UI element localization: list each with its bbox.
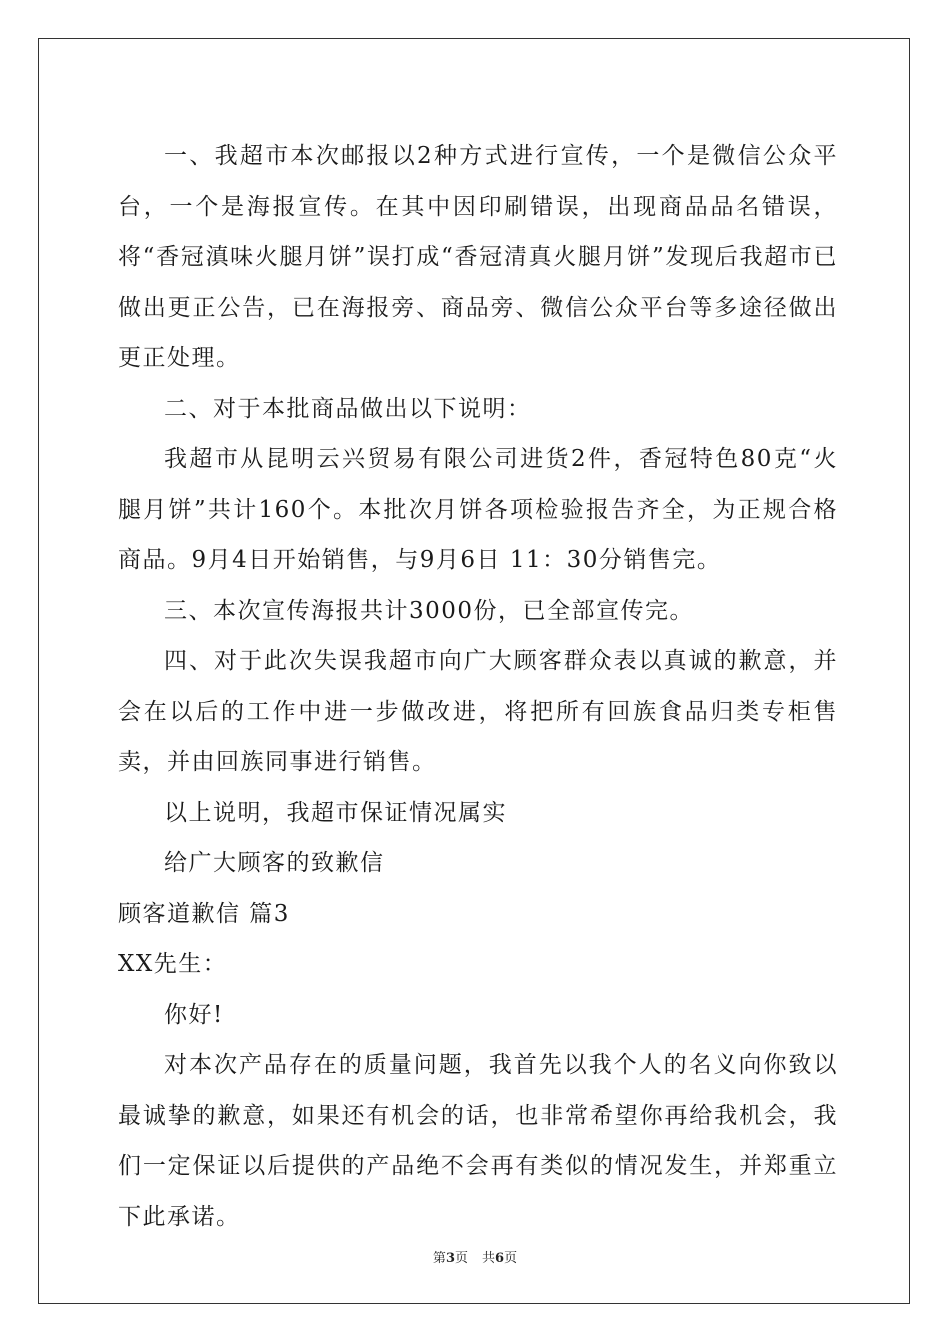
page-total: 6 xyxy=(495,1251,505,1266)
greeting: 你好! xyxy=(164,1001,224,1028)
page-current: 3 xyxy=(445,1251,455,1266)
paragraph-purchase-details: 我超市从昆明云兴贸易有限公司进货2件，香冠特色80克“火腿月饼”共计160个。本批次月饼各项检验报告齐全，为正规合格商品。9月4日开始销售，与9月6日 11：30分销售完。 xyxy=(118,446,838,573)
salutation: XX先生： xyxy=(118,951,228,977)
paragraph-letter-title: 给广大顾客的致歉信 xyxy=(164,850,385,876)
document-body xyxy=(118,131,838,1242)
paragraph-section-2-heading: 二、对于本批商品做出以下说明： xyxy=(164,395,532,422)
paragraph-section-3: 三、本次宣传海报共计3000份，已全部宣传完。 xyxy=(164,597,695,624)
paragraph-guarantee: 以上说明，我超市保证情况属实 xyxy=(164,799,507,826)
page-prefix: 第 xyxy=(432,1251,446,1266)
paragraph-section-1: 一、我超市本次邮报以2种方式进行宣传，一个是微信公众平台，一个是海报宣传。在其中因印刷错误，出现商品品名错误，将“香冠滇味火腿月饼”误打成“香冠清真火腿月饼”发现后我超市已做出更正公告，已在海报旁、商品旁、微信公众平台等多途径做出更正处理。 xyxy=(118,143,838,371)
total-prefix: 共 xyxy=(482,1251,496,1266)
paragraph-section-4: 四、对于此次失误我超市向广大顾客群众表以真诚的歉意，并会在以后的工作中进一步做改进，将把所有回族食品归类专柜售卖，并由回族同事进行销售。 xyxy=(118,648,838,775)
page-suffix: 页 xyxy=(454,1251,468,1266)
section-heading: 顾客道歉信 篇3 xyxy=(118,900,290,927)
page-footer xyxy=(0,1247,950,1266)
paragraph-apology: 对本次产品存在的质量问题，我首先以我个人的名义向你致以最诚挚的歉意，如果还有机会的话，也非常希望你再给我机会，我们一定保证以后提供的产品绝不会再有类似的情况发生，并郑重立下此承诺。 xyxy=(118,1052,838,1230)
total-suffix: 页 xyxy=(504,1251,518,1266)
